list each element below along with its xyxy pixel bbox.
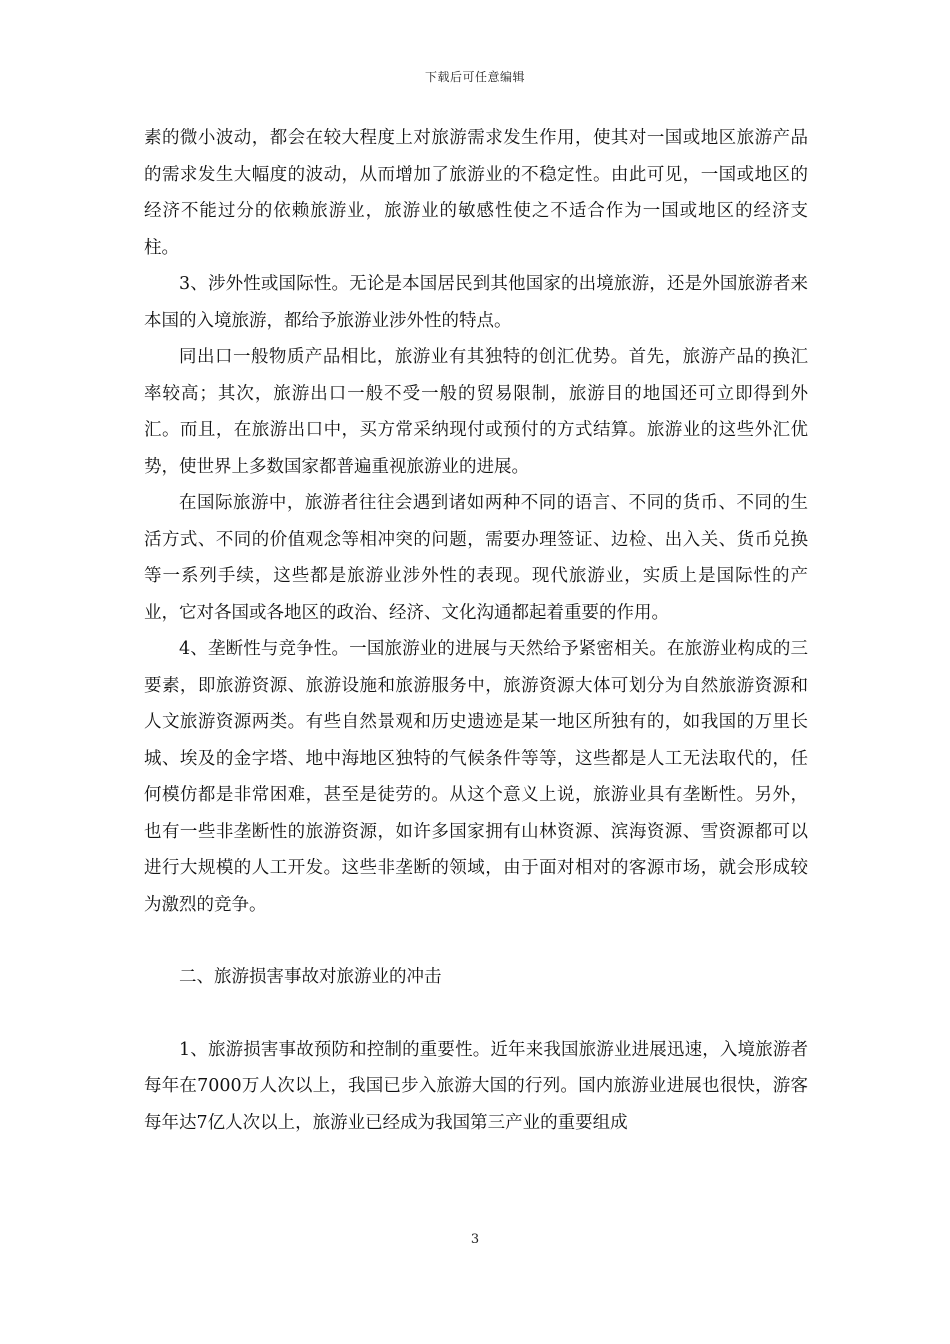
- page-header: 下载后可任意编辑: [424, 70, 525, 84]
- paragraph-section-2-point-1: 1、旅游损害事故预防和控制的重要性。近年来我国旅游业进展迅速，入境旅游者每年在7000万人次以上，我国已步入旅游大国的行列。国内旅游业进展也很快，游客每年达7亿人次以上，旅游业已经成为我国第三产业的重要组成: [144, 1039, 808, 1133]
- section-heading: 二、旅游损害事故对旅游业的冲击: [179, 967, 442, 987]
- paragraph-point-4: 4、垄断性与竞争性。一国旅游业的进展与天然给予紧密相关。在旅游业构成的三要素，即旅游资源、旅游设施和旅游服务中，旅游资源大体可划分为自然旅游资源和人文旅游资源两类。有些自然景观和历史遗迹是某一地区所独有的，如我国的万里长城、埃及的金字塔、地中海地区独特的气候条件等等，这些都是人工无法取代的，任何模仿都是非常困难，甚至是徒劳的。从这个意义上说，旅游业具有垄断性。另外，也有一些非垄断性的旅游资源，如许多国家拥有山林资源、滨海资源、雪资源都可以进行大规模的人工开发。这些非垄断的领域，由于面对相对的客源市场，就会形成较为激烈的竞争。: [144, 639, 808, 915]
- paragraph-continuation: 素的微小波动，都会在较大程度上对旅游需求发生作用，使其对一国或地区旅游产品的需求发生大幅度的波动，从而增加了旅游业的不稳定性。由此可见，一国或地区的经济不能过分的依赖旅游业，旅游业的敏感性使之不适合作为一国或地区的经济支柱。: [144, 128, 808, 258]
- document-body: [144, 120, 808, 1141]
- paragraph-point-3: 3、涉外性或国际性。无论是本国居民到其他国家的出境旅游，还是外国旅游者来本国的入境旅游，都给予旅游业涉外性的特点。: [144, 274, 808, 331]
- page-number: 3: [470, 1232, 480, 1247]
- paragraph-forex-advantage: 同出口一般物质产品相比，旅游业有其独特的创汇优势。首先，旅游产品的换汇率较高；其次，旅游出口一般不受一般的贸易限制，旅游目的地国还可立即得到外汇。而且，在旅游出口中，买方常采纳现付或预付的方式结算。旅游业的这些外汇优势，使世界上多数国家都普遍重视旅游业的进展。: [144, 347, 808, 477]
- paragraph-international-travel: 在国际旅游中，旅游者往往会遇到诸如两种不同的语言、不同的货币、不同的生活方式、不同的价值观念等相冲突的问题，需要办理签证、边检、出入关、货币兑换等一系列手续，这些都是旅游业涉外性的表现。现代旅游业，实质上是国际性的产业，它对各国或各地区的政治、经济、文化沟通都起着重要的作用。: [144, 493, 808, 623]
